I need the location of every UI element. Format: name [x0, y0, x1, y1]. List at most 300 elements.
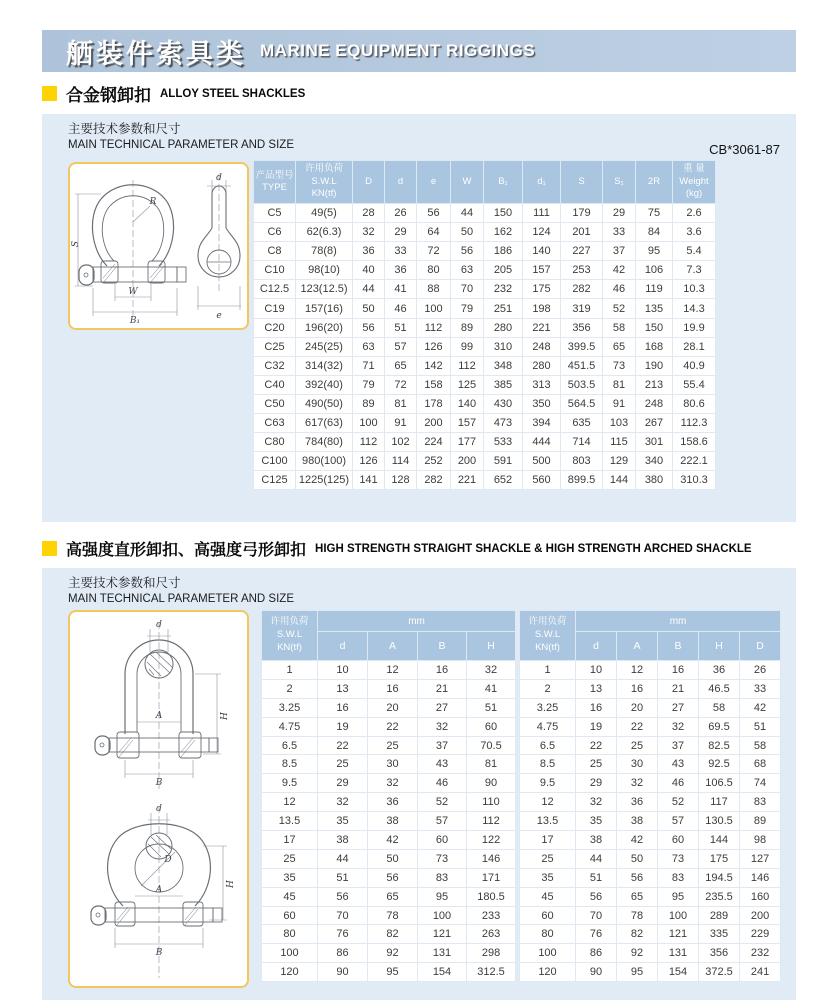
cell: 90 — [576, 963, 617, 982]
cell: 46 — [603, 280, 636, 299]
cell: 129 — [603, 452, 636, 471]
cell: 100 — [417, 299, 451, 318]
cell: 75 — [636, 204, 673, 223]
cell: 200 — [740, 906, 781, 925]
cell: 51 — [740, 717, 781, 736]
cell: 313 — [523, 375, 561, 394]
dim-label-r: R — [149, 197, 156, 207]
table-row — [262, 906, 516, 925]
cell: 248 — [636, 394, 673, 413]
cell: 32 — [368, 774, 418, 793]
cell: 444 — [523, 433, 561, 452]
cell: 63 — [353, 337, 385, 356]
column-header: e — [417, 161, 451, 204]
cell: 157 — [451, 414, 484, 433]
cell: 56 — [417, 204, 451, 223]
cell: 160 — [740, 887, 781, 906]
cell: 89 — [740, 812, 781, 831]
cell: 89 — [451, 318, 484, 337]
table-row — [254, 337, 716, 356]
cell: C40 — [254, 375, 296, 394]
cell: 58 — [699, 698, 740, 717]
column-header: 2R — [636, 161, 673, 204]
cell: 84 — [636, 223, 673, 242]
table-row — [254, 204, 716, 223]
cell: 36 — [368, 793, 418, 812]
cell: C10 — [254, 261, 296, 280]
cell: 98 — [740, 831, 781, 850]
cell: 22 — [617, 717, 658, 736]
cell: C8 — [254, 242, 296, 261]
page-banner — [42, 30, 796, 72]
cell: C80 — [254, 433, 296, 452]
cell: 16 — [617, 679, 658, 698]
column-header: 产品型号 TYPE — [254, 161, 296, 204]
cell: 46.5 — [699, 679, 740, 698]
cell: 310 — [484, 337, 523, 356]
cell: 68 — [740, 755, 781, 774]
cell: 29 — [385, 223, 417, 242]
cell: 38 — [368, 812, 418, 831]
cell: 65 — [603, 337, 636, 356]
cell: 98(10) — [296, 261, 353, 280]
cell: C19 — [254, 299, 296, 318]
cell: 198 — [523, 299, 561, 318]
cell: 40 — [353, 261, 385, 280]
dim-label-b: B — [155, 948, 162, 958]
cell: 95 — [658, 887, 699, 906]
cell: 99 — [451, 337, 484, 356]
cell: 310.3 — [673, 471, 716, 490]
cell: 1 — [520, 661, 576, 680]
cell: 12 — [368, 661, 418, 680]
table-row — [254, 452, 716, 471]
cell: 50 — [368, 849, 418, 868]
cell: 78 — [368, 906, 418, 925]
table-row — [254, 280, 716, 299]
yellow-square-bullet-icon — [42, 541, 57, 556]
cell: 16 — [658, 661, 699, 680]
cell: 30 — [368, 755, 418, 774]
cell: 73 — [418, 849, 467, 868]
cell: 29 — [576, 774, 617, 793]
section1-panel — [42, 114, 796, 522]
dim-label-s: S — [70, 240, 81, 248]
cell: 186 — [484, 242, 523, 261]
alloy-shackle-table — [253, 160, 716, 490]
cell: 120 — [262, 963, 318, 982]
cell: C5 — [254, 204, 296, 223]
cell: 55.4 — [673, 375, 716, 394]
cell: 33 — [740, 679, 781, 698]
section2-title-zh: 高强度直形卸扣、高强度弓形卸扣 — [66, 542, 307, 559]
cell: 41 — [385, 280, 417, 299]
cell: 89 — [353, 394, 385, 413]
cell: 106 — [636, 261, 673, 280]
table-row — [262, 868, 516, 887]
cell: 46 — [385, 299, 417, 318]
cell: 348 — [484, 356, 523, 375]
yellow-square-bullet-icon — [42, 86, 57, 101]
table-row — [262, 887, 516, 906]
cell: 179 — [561, 204, 603, 223]
cell: 267 — [636, 414, 673, 433]
cell: 79 — [353, 375, 385, 394]
cell: 10 — [318, 661, 368, 680]
column-header: d — [576, 632, 617, 661]
cell: 175 — [699, 849, 740, 868]
cell: 140 — [451, 394, 484, 413]
section1-heading — [42, 81, 305, 106]
cell: 298 — [467, 944, 516, 963]
column-header: H — [467, 632, 516, 661]
cell: 56 — [318, 887, 368, 906]
cell: 144 — [603, 471, 636, 490]
cell: 221 — [451, 471, 484, 490]
straight-and-arched-shackle-drawings — [71, 614, 247, 984]
straight-shackle-table — [261, 610, 516, 982]
cell: 100 — [520, 944, 576, 963]
column-header: d₁ — [523, 161, 561, 204]
table-row — [254, 242, 716, 261]
cell: 112 — [451, 356, 484, 375]
subtitle-en: MAIN TECHNICAL PARAMETER AND SIZE — [68, 592, 294, 605]
table-row — [254, 471, 716, 490]
cell: 150 — [484, 204, 523, 223]
cell: 140 — [523, 242, 561, 261]
table-row — [520, 755, 781, 774]
cell: 6.5 — [520, 736, 576, 755]
cell: 235.5 — [699, 887, 740, 906]
cell: 26 — [385, 204, 417, 223]
cell: 120 — [520, 963, 576, 982]
cell: 168 — [636, 337, 673, 356]
cell: 335 — [699, 925, 740, 944]
cell: 201 — [561, 223, 603, 242]
cell: 95 — [617, 963, 658, 982]
table-row — [254, 414, 716, 433]
cell: 122 — [467, 831, 516, 850]
cell: 111 — [523, 204, 561, 223]
cell: 8.5 — [262, 755, 318, 774]
cell: 60 — [418, 831, 467, 850]
cell: 83 — [418, 868, 467, 887]
cell: 30 — [617, 755, 658, 774]
cell: 70 — [318, 906, 368, 925]
table-row — [520, 868, 781, 887]
cell: 16 — [368, 679, 418, 698]
cell: 221 — [523, 318, 561, 337]
cell: C32 — [254, 356, 296, 375]
cell: 180.5 — [467, 887, 516, 906]
cell: 63 — [451, 261, 484, 280]
cell: 16 — [418, 661, 467, 680]
section1-title-en: ALLOY STEEL SHACKLES — [160, 87, 306, 100]
table-row — [520, 963, 781, 982]
swl-header: 许用负荷 S.W.L KN(tf) — [520, 611, 576, 661]
cell: 350 — [523, 394, 561, 413]
cell: 154 — [658, 963, 699, 982]
cell: 9.5 — [262, 774, 318, 793]
cell: 91 — [603, 394, 636, 413]
cell: 65 — [385, 356, 417, 375]
cell: 79 — [451, 299, 484, 318]
table-row — [262, 717, 516, 736]
cell: 248 — [523, 337, 561, 356]
cell: 564.5 — [561, 394, 603, 413]
table-row — [262, 661, 516, 680]
cell: 73 — [603, 356, 636, 375]
cell: 27 — [418, 698, 467, 717]
cell: 25 — [617, 736, 658, 755]
section1-title-zh: 合金钢卸扣 — [66, 86, 151, 105]
cell: 158.6 — [673, 433, 716, 452]
cell: 2 — [262, 679, 318, 698]
cell: 57 — [385, 337, 417, 356]
cell: 82 — [617, 925, 658, 944]
cell: 20 — [617, 698, 658, 717]
cell: 121 — [658, 925, 699, 944]
arched-shackle-table — [519, 610, 781, 982]
cell: 80 — [417, 261, 451, 280]
cell: 69.5 — [699, 717, 740, 736]
table-row — [254, 433, 716, 452]
cell: 205 — [484, 261, 523, 280]
cell: 42 — [368, 831, 418, 850]
table-row — [520, 925, 781, 944]
cell: 80 — [520, 925, 576, 944]
dim-label-dd: D — [163, 855, 172, 865]
table-head — [520, 611, 781, 661]
column-header: B₁ — [484, 161, 523, 204]
cell: 32 — [418, 717, 467, 736]
cell: 36 — [699, 661, 740, 680]
cell: 124 — [523, 223, 561, 242]
table-row — [262, 849, 516, 868]
cell: 144 — [699, 831, 740, 850]
cell: 40.9 — [673, 356, 716, 375]
cell: 65 — [368, 887, 418, 906]
cell: 56 — [368, 868, 418, 887]
cell: 252 — [417, 452, 451, 471]
cell: 100 — [353, 414, 385, 433]
table-row — [520, 831, 781, 850]
cell: 3.6 — [673, 223, 716, 242]
cell: 227 — [561, 242, 603, 261]
cell: 451.5 — [561, 356, 603, 375]
cell: 20 — [368, 698, 418, 717]
cell: 280 — [523, 356, 561, 375]
cell: 13.5 — [262, 812, 318, 831]
cell: 241 — [740, 963, 781, 982]
cell: 314(32) — [296, 356, 353, 375]
cell: 1225(125) — [296, 471, 353, 490]
section2-panel — [42, 568, 796, 1000]
cell: C100 — [254, 452, 296, 471]
table-row — [262, 812, 516, 831]
column-header: D — [353, 161, 385, 204]
section2-heading — [42, 537, 752, 560]
cell: 10 — [576, 661, 617, 680]
cell: 12 — [262, 793, 318, 812]
cell: 72 — [385, 375, 417, 394]
cell: C20 — [254, 318, 296, 337]
cell: 126 — [353, 452, 385, 471]
table-row — [520, 736, 781, 755]
section2-subtitle — [68, 575, 294, 607]
cell: 112.3 — [673, 414, 716, 433]
cell: 37 — [603, 242, 636, 261]
cell: 25 — [318, 755, 368, 774]
cell: 25 — [520, 849, 576, 868]
cell: 106.5 — [699, 774, 740, 793]
cell: 635 — [561, 414, 603, 433]
cell: 12 — [520, 793, 576, 812]
cell: 282 — [561, 280, 603, 299]
table-row — [520, 849, 781, 868]
cell: 82.5 — [699, 736, 740, 755]
table-row — [254, 375, 716, 394]
cell: 35 — [262, 868, 318, 887]
cell: 135 — [636, 299, 673, 318]
table-row — [262, 963, 516, 982]
shackle-diagrams-box — [68, 610, 249, 988]
cell: 52 — [658, 793, 699, 812]
table-row — [520, 717, 781, 736]
cell: 60 — [467, 717, 516, 736]
cell: 282 — [417, 471, 451, 490]
cell: 60 — [520, 906, 576, 925]
subtitle-zh: 主要技术参数和尺寸 — [68, 122, 181, 136]
cell: 21 — [658, 679, 699, 698]
cell: 76 — [576, 925, 617, 944]
cell: C12.5 — [254, 280, 296, 299]
cell: 7.3 — [673, 261, 716, 280]
cell: 25 — [368, 736, 418, 755]
cell: 60 — [262, 906, 318, 925]
cell: 980(100) — [296, 452, 353, 471]
table-row — [254, 223, 716, 242]
cell: 70.5 — [467, 736, 516, 755]
cell: 103 — [603, 414, 636, 433]
cell: 112 — [417, 318, 451, 337]
cell: 19 — [576, 717, 617, 736]
cell: 35 — [520, 868, 576, 887]
cell: 3.25 — [262, 698, 318, 717]
cell: 33 — [385, 242, 417, 261]
cell: C125 — [254, 471, 296, 490]
cell: 22 — [318, 736, 368, 755]
cell: 177 — [451, 433, 484, 452]
table-row — [262, 831, 516, 850]
table-row — [262, 736, 516, 755]
cell: 473 — [484, 414, 523, 433]
cell: 27 — [658, 698, 699, 717]
column-header: H — [699, 632, 740, 661]
header-row — [254, 161, 716, 204]
cell: 42 — [603, 261, 636, 280]
cell: 92 — [368, 944, 418, 963]
cell: 64 — [417, 223, 451, 242]
cell: 146 — [467, 849, 516, 868]
cell: 19 — [318, 717, 368, 736]
cell: 73 — [658, 849, 699, 868]
cell: 399.5 — [561, 337, 603, 356]
cell: 25 — [262, 849, 318, 868]
cell: 56 — [451, 242, 484, 261]
cell: 90 — [467, 774, 516, 793]
cell: 224 — [417, 433, 451, 452]
cell: 58 — [740, 736, 781, 755]
cell: 115 — [603, 433, 636, 452]
cell: 51 — [385, 318, 417, 337]
cell: 43 — [418, 755, 467, 774]
cell: 19.9 — [673, 318, 716, 337]
mm-header: mm — [576, 611, 781, 632]
cell: 14.3 — [673, 299, 716, 318]
table-row — [520, 906, 781, 925]
cell: 110 — [467, 793, 516, 812]
cell: 35 — [576, 812, 617, 831]
cell: 171 — [467, 868, 516, 887]
cell: 175 — [523, 280, 561, 299]
alloy-shackle-diagram-box — [68, 162, 249, 330]
cell: 251 — [484, 299, 523, 318]
cell: 70 — [451, 280, 484, 299]
table-row — [262, 698, 516, 717]
cell: 78 — [617, 906, 658, 925]
cell: 41 — [467, 679, 516, 698]
cell: 222.1 — [673, 452, 716, 471]
bow-shackle-drawing — [71, 166, 247, 326]
cell: 130.5 — [699, 812, 740, 831]
subtitle-en: MAIN TECHNICAL PARAMETER AND SIZE — [68, 138, 294, 151]
cell: 44 — [451, 204, 484, 223]
cell: 13 — [576, 679, 617, 698]
cell: 117 — [699, 793, 740, 812]
table-row — [520, 698, 781, 717]
cell: 29 — [318, 774, 368, 793]
cell: 56 — [353, 318, 385, 337]
cell: 17 — [262, 831, 318, 850]
column-header: d — [318, 632, 368, 661]
cell: 196(20) — [296, 318, 353, 337]
cell: 70 — [576, 906, 617, 925]
cell: 83 — [740, 793, 781, 812]
column-header: B — [658, 632, 699, 661]
cell: 90 — [318, 963, 368, 982]
table-row — [262, 774, 516, 793]
cell: 17 — [520, 831, 576, 850]
cell: 38 — [576, 831, 617, 850]
cell: 44 — [353, 280, 385, 299]
table-row — [520, 944, 781, 963]
column-header: 许用负荷 S.W.L KN(tf) — [296, 161, 353, 204]
cell: 119 — [636, 280, 673, 299]
cell: 91 — [385, 414, 417, 433]
column-header: A — [368, 632, 418, 661]
cell: 2 — [520, 679, 576, 698]
swl-header: 许用负荷 S.W.L KN(tf) — [262, 611, 318, 661]
cell: 22 — [576, 736, 617, 755]
cell: 490(50) — [296, 394, 353, 413]
cell: 28.1 — [673, 337, 716, 356]
cell: 86 — [318, 944, 368, 963]
table-head — [262, 611, 516, 661]
cell: 50 — [353, 299, 385, 318]
cell: 81 — [603, 375, 636, 394]
cell: 131 — [658, 944, 699, 963]
